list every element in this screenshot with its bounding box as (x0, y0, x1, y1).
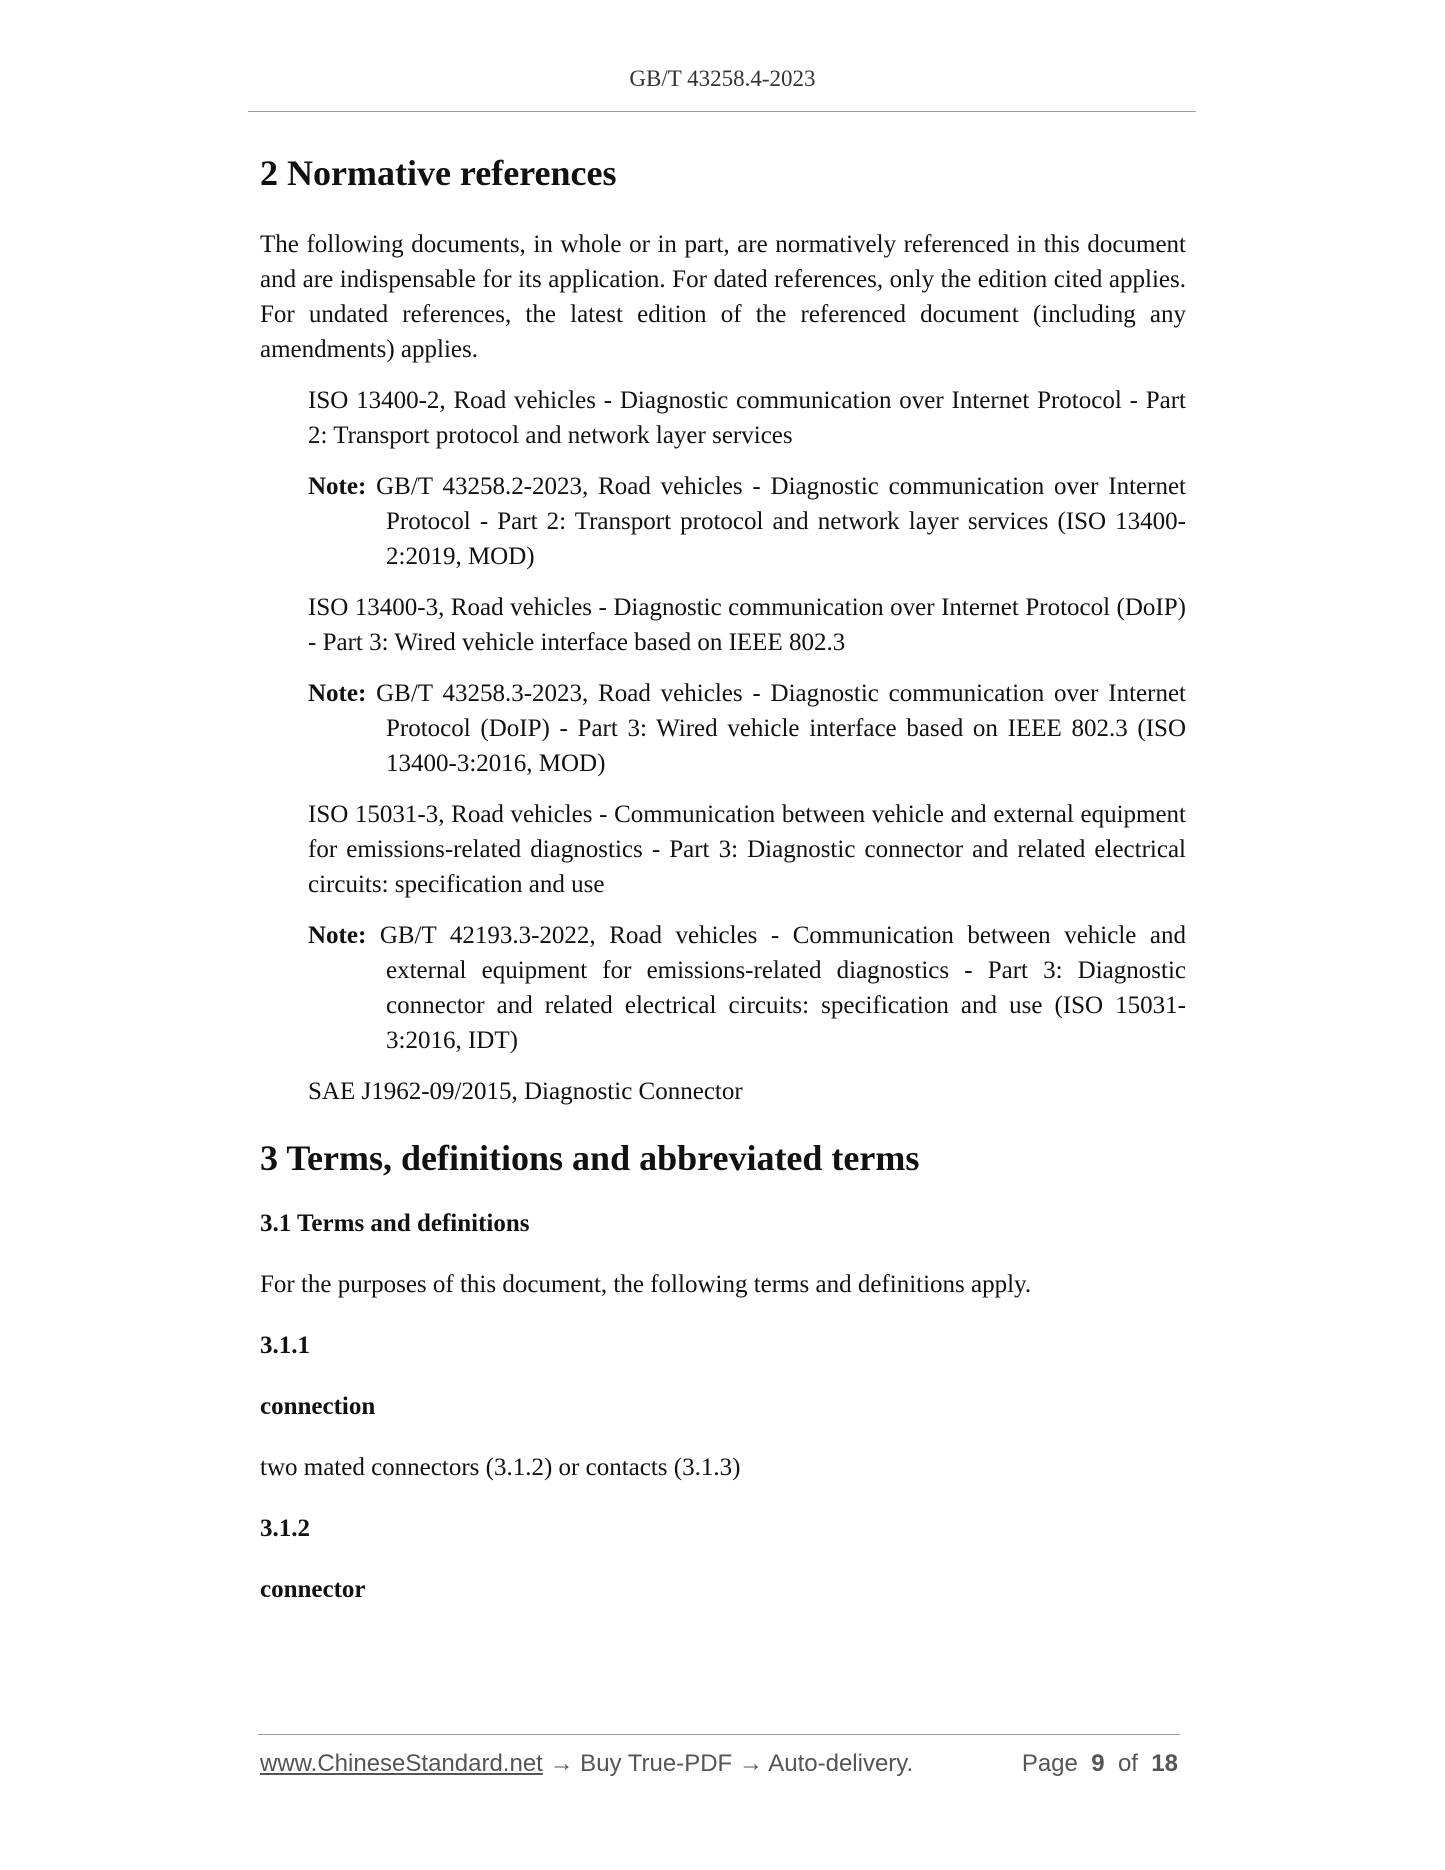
of-label: of (1117, 1750, 1138, 1777)
running-header: GB/T 43258.4-2023 (629, 66, 816, 91)
note-text: GB/T 43258.2-2023, Road vehicles - Diagnostic communication over Internet Protocol - Part 2: Transport protocol and network layer services (ISO 13400-2:2019, MOD) (366, 472, 1186, 570)
page-number (1022, 1750, 1178, 1778)
section-2-intro: The following documents, in whole or in part, are normatively referenced in this document and are indispensable for its application. For dated references, only the edition cited applies. For undated references, the latest edition of the referenced document (including any amendments) applies. (260, 230, 1186, 363)
term-name: connector (260, 1575, 366, 1603)
total-pages: 18 (1151, 1750, 1178, 1777)
reference-sae-j1962: SAE J1962-09/2015, Diagnostic Connector (308, 1077, 743, 1105)
section-2-title: 2 Normative references (260, 153, 617, 193)
reference-iso-13400-2: ISO 13400-2, Road vehicles - Diagnostic communication over Internet Protocol - Part 2: Transport protocol and network layer services (308, 386, 1186, 449)
note-gbt-43258-3 (308, 676, 1186, 781)
subsection-3-1-title: 3.1 Terms and definitions (260, 1209, 530, 1237)
header-divider (248, 111, 1196, 112)
footer-divider (258, 1734, 1180, 1735)
term-number: 3.1.2 (260, 1514, 310, 1542)
note-text: GB/T 43258.3-2023, Road vehicles - Diagnostic communication over Internet Protocol (DoIP) - Part 3: Wired vehicle interface based on IEEE 802.3 (ISO 13400-3:2016, MOD) (366, 679, 1186, 777)
note-label: Note: (308, 679, 367, 707)
footer-promo-text: → Buy True-PDF → Auto-delivery. (542, 1750, 914, 1777)
current-page: 9 (1091, 1750, 1105, 1777)
term-definition: two mated connectors (3.1.2) or contacts (3.1.3) (260, 1453, 741, 1481)
page-footer (260, 1750, 1178, 1786)
term-number: 3.1.1 (260, 1331, 310, 1359)
section-3-title: 3 Terms, definitions and abbreviated terms (260, 1137, 920, 1178)
note-gbt-43258-2 (308, 469, 1186, 574)
note-label: Note: (308, 921, 367, 949)
note-text: GB/T 42193.3-2022, Road vehicles - Communication between vehicle and external equipment for emissions-related diagnostics - Part 3: Diagnostic connector and related electrical circuits: specification and use (ISO 15031-3:2016, IDT) (366, 921, 1186, 1054)
reference-iso-13400-3: ISO 13400-3, Road vehicles - Diagnostic communication over Internet Protocol (DoIP) - Part 3: Wired vehicle interface based on IEEE 802.3 (308, 593, 1186, 656)
footer-promo (260, 1750, 913, 1778)
reference-iso-15031-3: ISO 15031-3, Road vehicles - Communication between vehicle and external equipment for emissions-related diagnostics - Part 3: Diagnostic connector and related electrical circuits: specification and use (308, 800, 1186, 898)
term-name: connection (260, 1392, 376, 1420)
note-gbt-42193-3 (308, 918, 1186, 1058)
page-label: Page (1021, 1750, 1078, 1777)
page-content (260, 150, 1186, 1607)
subsection-3-1-intro: For the purposes of this document, the following terms and definitions apply. (260, 1270, 1032, 1298)
website-link[interactable]: www.ChineseStandard.net (260, 1750, 543, 1777)
note-label: Note: (308, 472, 367, 500)
